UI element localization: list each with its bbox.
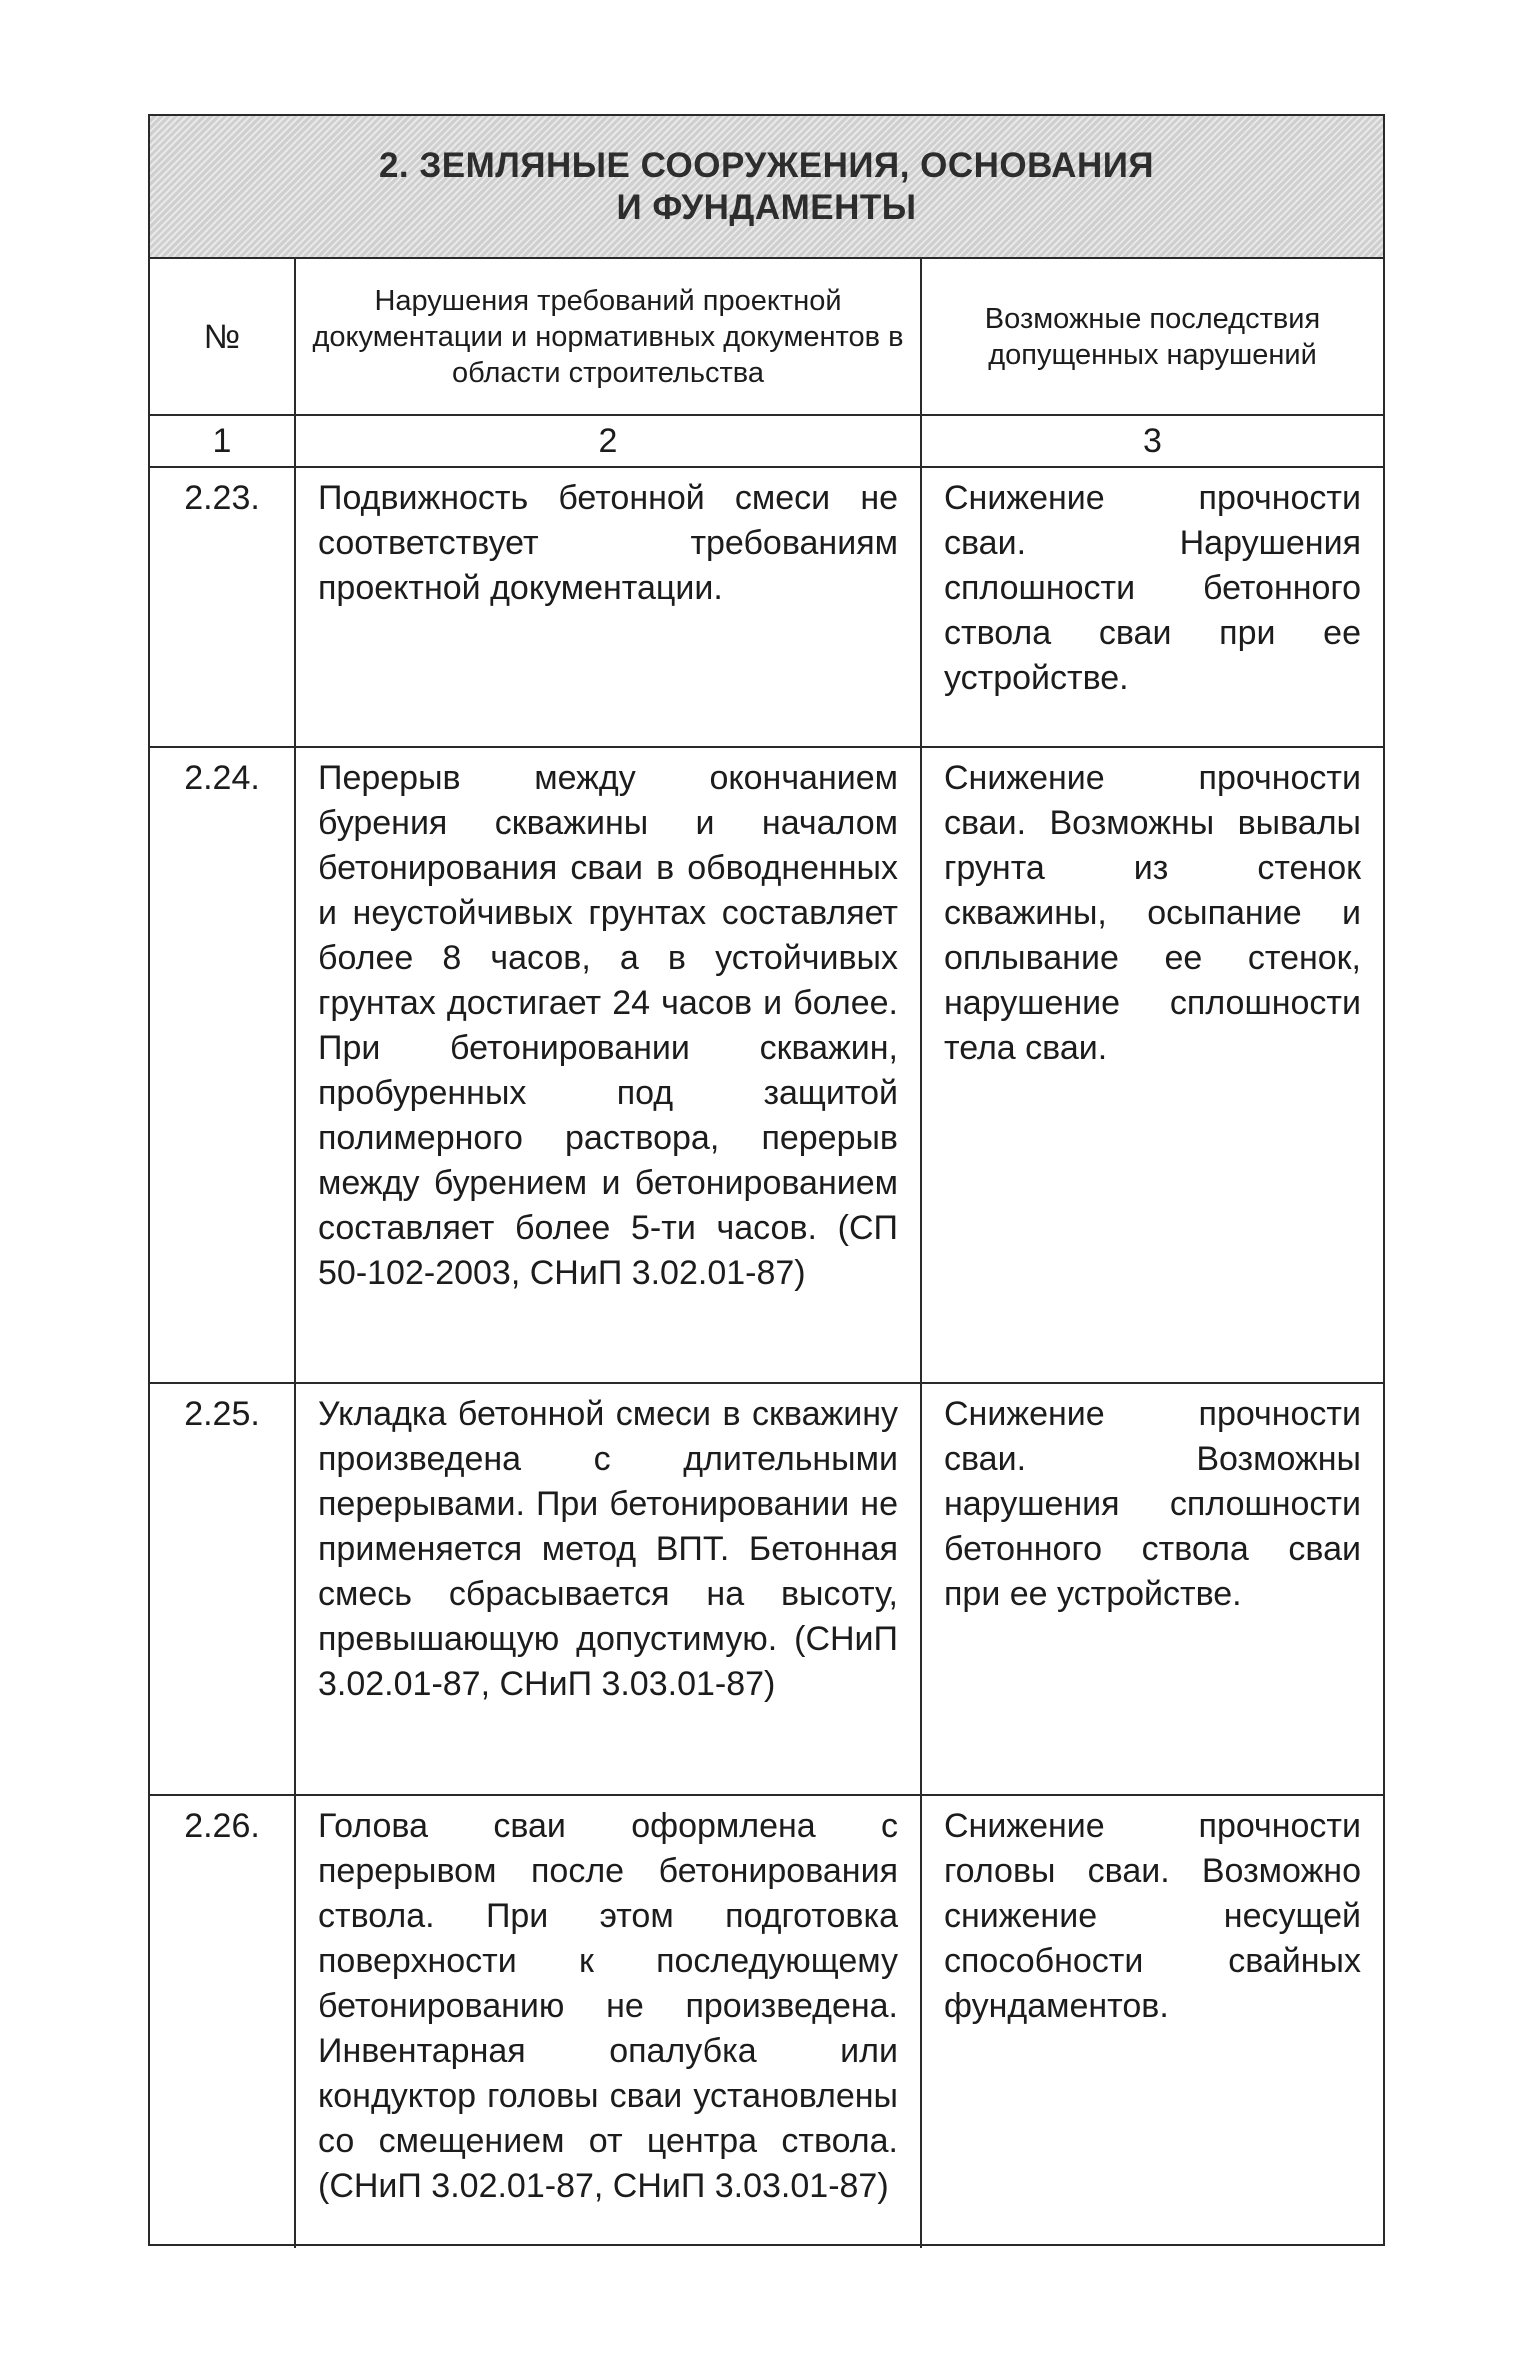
column-header-consequences: Возможные последствия допущенных нарушений xyxy=(921,259,1383,415)
violation-text: Голова сваи оформлена с перерывом после бетонирования ствола. При этом подготовка поверхности к последующему бетонированию не произведена. Инвентарная опалубка или кондуктор головы сваи установлены со смещением от центра ствола. (СНиП 3.02.01-87, СНиП 3.03.01-87) xyxy=(295,1795,921,2248)
table-row xyxy=(150,1383,1383,1795)
violation-text: Перерыв между окончанием бурения скважины и началом бетонирования сваи в обводненных и неустойчивых грунтах составляет более 8 часов, а в устойчивых грунтах достигает 24 часов и более. При бетонировании скважин, пробуренных под защитой полимерного раствора, перерыв между бурением и бетонированием составляет более 5-ти часов. (СП 50-102-2003, СНиП 3.02.01-87) xyxy=(295,747,921,1383)
table-row xyxy=(150,1795,1383,2248)
violation-text: Подвижность бетонной смеси не соответствует требованиям проектной документации. xyxy=(295,467,921,747)
section-title-line1: 2. ЗЕМЛЯНЫЕ СООРУЖЕНИЯ, ОСНОВАНИЯ xyxy=(378,145,1155,185)
column-number-2: 2 xyxy=(295,415,921,467)
row-number: 2.23. xyxy=(150,467,295,747)
row-number: 2.25. xyxy=(150,1383,295,1795)
column-number-3: 3 xyxy=(921,415,1383,467)
table-row xyxy=(150,467,1383,747)
consequence-text: Снижение прочности головы сваи. Возможно снижение несущей способности свайных фундаментов. xyxy=(944,1807,1361,2025)
row-number: 2.24. xyxy=(150,747,295,1383)
consequence-text: Снижение прочности сваи. Возможны вывалы грунта из стенок скважины, осыпание и оплывание ее стенок, нарушение сплошности тела сваи. xyxy=(921,747,1383,1383)
column-header-violations: Нарушения требований проектной документации и нормативных документов в области строительства xyxy=(295,259,921,415)
section-title xyxy=(379,145,1154,229)
violations-table xyxy=(150,259,1383,2248)
column-header-num: № xyxy=(150,259,295,415)
column-number-row xyxy=(150,415,1383,467)
violations-table-sheet xyxy=(148,114,1385,2246)
section-title-line2: И ФУНДАМЕНТЫ xyxy=(616,187,917,227)
section-header xyxy=(150,116,1383,259)
row-number: 2.26. xyxy=(150,1795,295,2248)
table-row xyxy=(150,747,1383,1383)
consequence-text: Снижение прочности сваи. Возможны нарушения сплошности бетонного ствола сваи при ее устройстве. xyxy=(921,1383,1383,1795)
violation-text: Укладка бетонной смеси в скважину произведена с длительными перерывами. При бетонировании не применяется метод ВПТ. Бетонная смесь сбрасывается на высоту, превышающую допустимую. (СНиП 3.02.01-87, СНиП 3.03.01-87) xyxy=(295,1383,921,1795)
consequence-text: Снижение прочности сваи. Нарушения сплошности бетонного ствола сваи при ее устройстве. xyxy=(921,467,1383,747)
column-number-1: 1 xyxy=(150,415,295,467)
column-header-row xyxy=(150,259,1383,415)
